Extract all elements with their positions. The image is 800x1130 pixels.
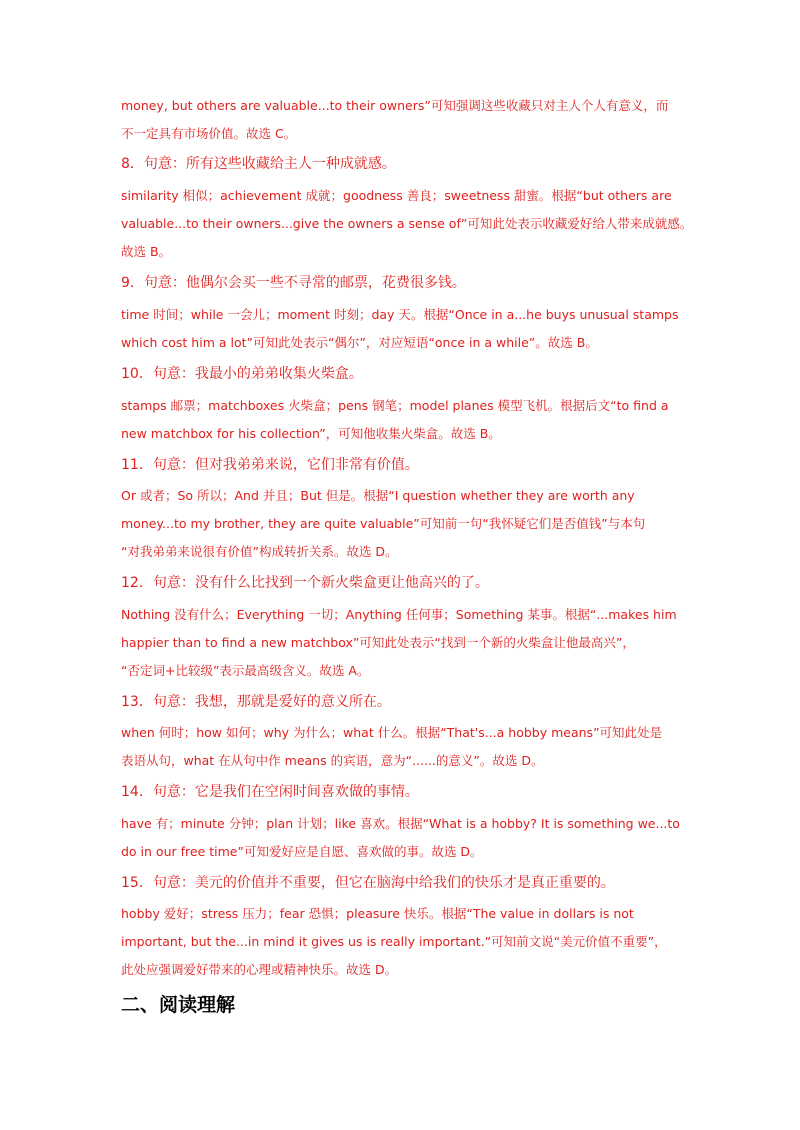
- answer-line: when 何时；how 如何；why 为什么；what 什么。根据“That's...a hobby means”可知此处是: [121, 725, 663, 740]
- answer-line: “否定词+比较级”表示最高级含义。故选 A。: [121, 663, 370, 678]
- answer-line: happier than to find a new matchbox”可知此处表示“找到一个新的火柴盒让他最高兴”，: [121, 635, 635, 650]
- answer-line: money, but others are valuable...to their owners”可知强调这些收藏只对主人个人有意义，而: [121, 98, 669, 113]
- answer-line: Nothing 没有什么；Everything 一切；Anything 任何事；Something 某事。根据“...makes him: [121, 607, 677, 622]
- answer-line: hobby 爱好；stress 压力；fear 恐惧；pleasure 快乐。根据“The value in dollars is not: [121, 906, 634, 921]
- answer-line: 不一定具有市场价值。故选 C。: [121, 126, 297, 141]
- question-sentence: 14．句意：它是我们在空闲时间喜欢做的事情。: [121, 784, 419, 800]
- question-sentence: 10．句意：我最小的弟弟收集火柴盒。: [121, 366, 363, 382]
- answer-line: important, but the...in mind it gives us is really important.”可知前文说“美元价值不重要”，: [121, 934, 667, 949]
- question-sentence: 8．句意：所有这些收藏给主人一种成就感。: [121, 156, 396, 172]
- answer-line: do in our free time”可知爱好应是自愿、喜欢做的事。故选 D。: [121, 844, 483, 859]
- section-heading: 二、阅读理解: [121, 994, 236, 1016]
- question-sentence: 12．句意：没有什么比找到一个新火柴盒更让他高兴的了。: [121, 575, 489, 591]
- answer-line: valuable...to their owners...give the owners a sense of”可知此处表示收藏爱好给人带来成就感。: [121, 216, 693, 231]
- question-sentence: 13．句意：我想，那就是爱好的意义所在。: [121, 694, 391, 710]
- answer-line: money...to my brother, they are quite valuable”可知前一句“我怀疑它们是否值钱”与本句: [121, 516, 646, 531]
- answer-line: 故选 B。: [121, 244, 172, 259]
- question-sentence: 11．句意：但对我弟弟来说，它们非常有价值。: [121, 457, 419, 473]
- answer-line: which cost him a lot”可知此处表示“偶尔”，对应短语“once in a while”。故选 B。: [121, 335, 598, 350]
- answer-line: 表语从句，what 在从句中作 means 的宾语，意为“......的意义”。故选 D。: [121, 753, 544, 768]
- answer-line: “对我弟弟来说很有价值”构成转折关系。故选 D。: [121, 544, 398, 559]
- question-sentence: 9．句意：他偶尔会买一些不寻常的邮票，花费很多钱。: [121, 275, 466, 291]
- answer-line: 此处应强调爱好带来的心理或精神快乐。故选 D。: [121, 962, 398, 977]
- answer-line: time 时间；while 一会儿；moment 时刻；day 天。根据“Once in a...he buys unusual stamps: [121, 307, 679, 322]
- answer-line: stamps 邮票；matchboxes 火柴盒；pens 钢笔；model planes 模型飞机。根据后文“to find a: [121, 398, 669, 413]
- answer-line: have 有；minute 分钟；plan 计划；like 喜欢。根据“What is a hobby? It is something we...to: [121, 816, 680, 831]
- question-sentence: 15．句意：美元的价值并不重要，但它在脑海中给我们的快乐才是真正重要的。: [121, 875, 615, 891]
- answer-line: Or 或者；So 所以；And 并且；But 但是。根据“I question whether they are worth any: [121, 488, 635, 503]
- answer-line: similarity 相似；achievement 成就；goodness 善良；sweetness 甜蜜。根据“but others are: [121, 188, 672, 203]
- answer-line: new matchbox for his collection”，可知他收集火柴盒。故选 B。: [121, 426, 501, 441]
